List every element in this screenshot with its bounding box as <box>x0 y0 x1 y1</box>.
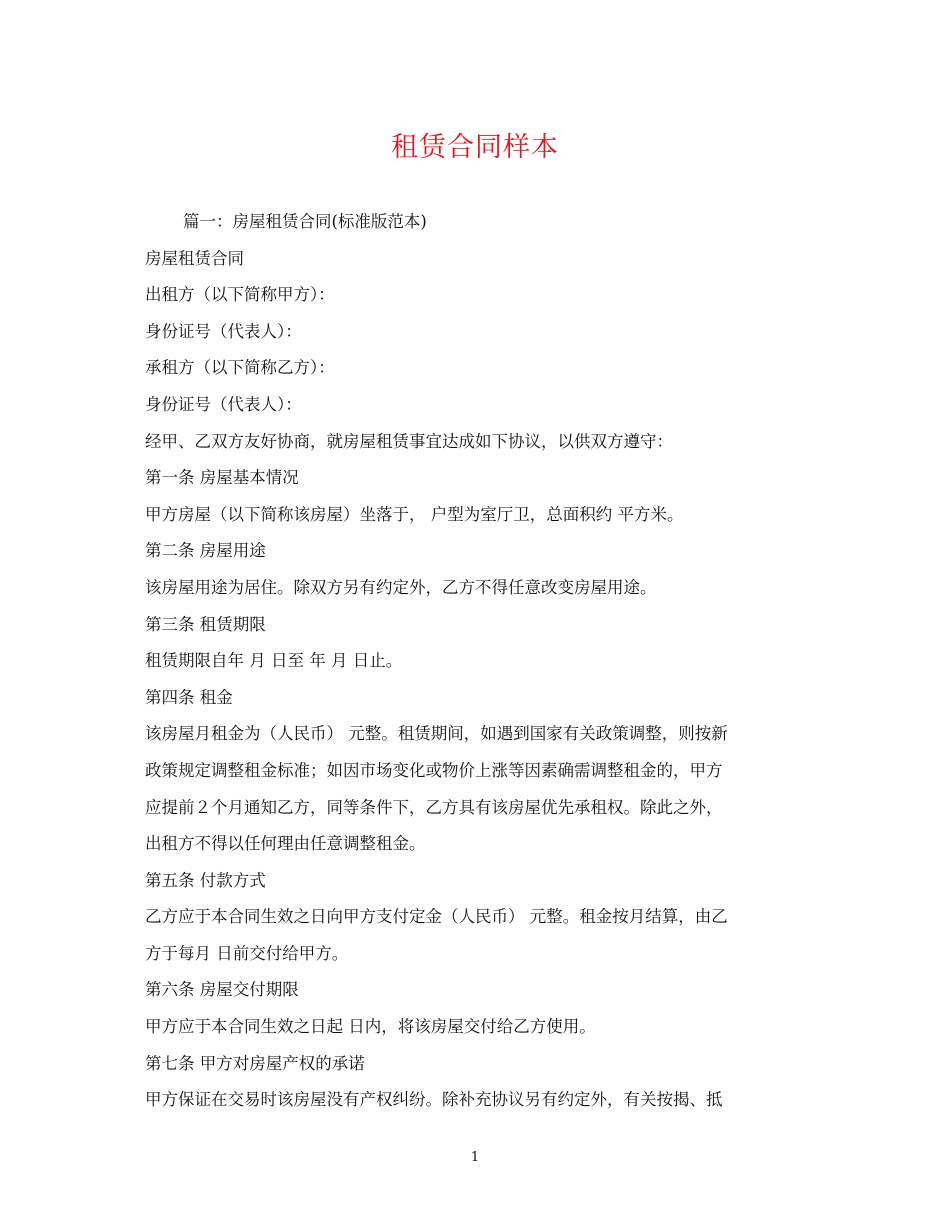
text-line: 方于每月 日前交付给甲方。 <box>145 943 349 963</box>
text-line: 乙方应于本合同生效之日向甲方支付定金（人民币） 元整。租金按月结算，由乙 <box>145 907 728 927</box>
section-heading-line: 篇一：房屋租赁合同(标准版范本) <box>183 212 427 231</box>
text-line: 甲方应于本合同生效之日起 日内，将该房屋交付给乙方使用。 <box>145 1017 596 1037</box>
article-heading: 第五条 付款方式 <box>145 870 266 890</box>
article-heading: 第一条 房屋基本情况 <box>145 468 299 488</box>
text-line: 该房屋月租金为（人民币） 元整。租赁期间，如遇到国家有关政策调整，则按新 <box>145 724 728 744</box>
text-line: 政策规定调整租金标准；如因市场变化或物价上涨等因素确需调整租金的，甲方 <box>145 760 723 780</box>
text-line: 身份证号（代表人）： <box>145 394 302 414</box>
page-number: 1 <box>470 1150 480 1165</box>
article-heading: 第六条 房屋交付期限 <box>145 980 299 1000</box>
document-title: 租赁合同样本 <box>391 132 559 163</box>
text-line: 承租方（以下简称乙方）： <box>145 358 335 378</box>
text-line: 经甲、乙双方友好协商，就房屋租赁事宜达成如下协议，以供双方遵守： <box>145 431 673 451</box>
text-line: 出租方不得以任何理由任意调整租金。 <box>145 834 426 854</box>
text-line: 房屋租赁合同 <box>145 248 244 268</box>
article-heading: 第三条 租赁期限 <box>145 614 266 634</box>
text-line: 出租方（以下简称甲方）： <box>145 285 335 305</box>
article-heading: 第七条 甲方对房屋产权的承诺 <box>145 1053 365 1073</box>
text-line: 身份证号（代表人）： <box>145 321 302 341</box>
text-line: 甲方保证在交易时该房屋没有产权纠纷。除补充协议另有约定外，有关按揭、抵 <box>145 1090 723 1110</box>
text-line: 该房屋用途为居住。除双方另有约定外，乙方不得任意改变房屋用途。 <box>145 577 657 597</box>
text-line: 甲方房屋（以下简称该房屋）坐落于， 户型为室厅卫，总面积约 平方米。 <box>145 504 684 524</box>
text-line: 租赁期限自年 月 日至 年 月 日止。 <box>145 651 403 671</box>
text-line: 应提前２个月通知乙方，同等条件下，乙方具有该房屋优先承租权。除此之外， <box>145 797 723 817</box>
article-heading: 第四条 租金 <box>145 687 233 707</box>
document-body <box>145 204 810 1119</box>
article-heading: 第二条 房屋用途 <box>145 541 266 561</box>
